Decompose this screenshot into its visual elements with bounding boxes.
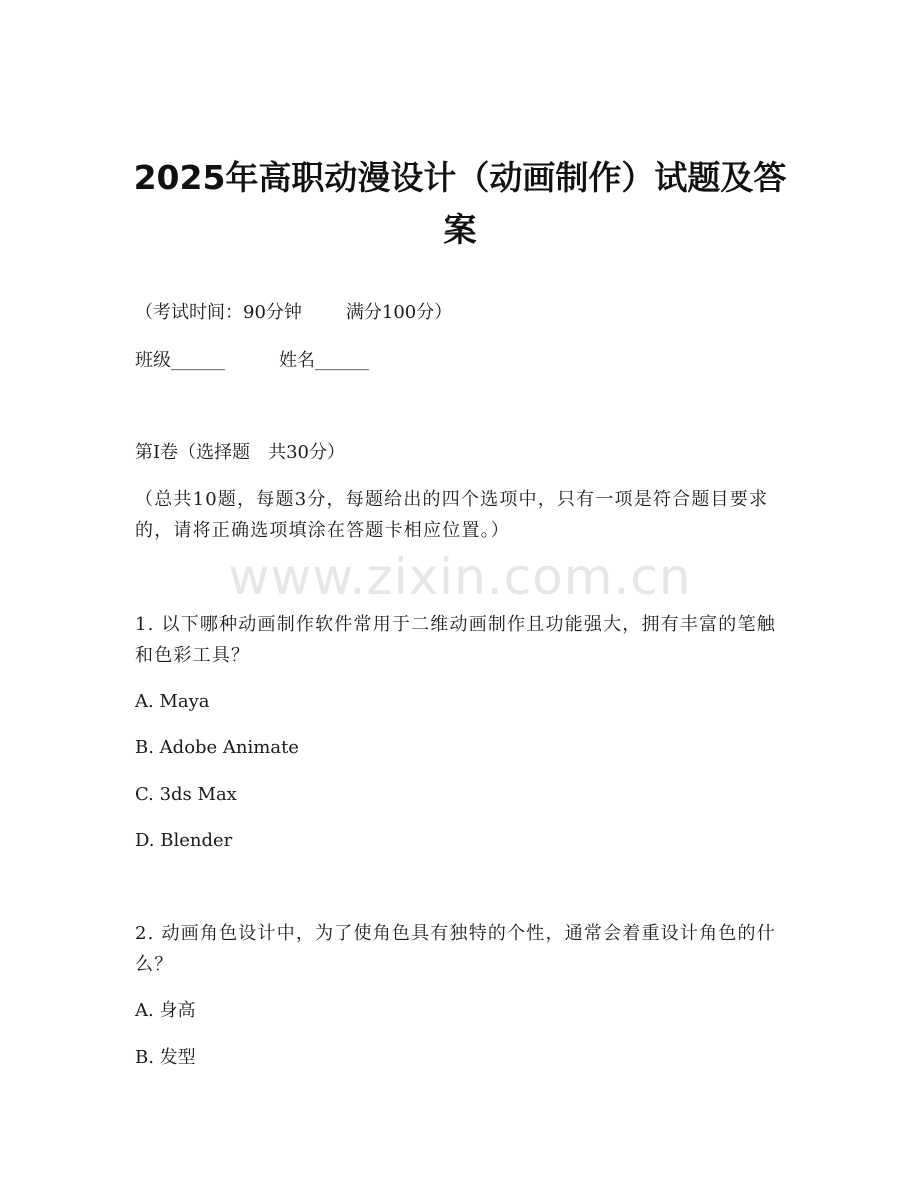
- section-heading: 第I卷（选择题 共30分）: [135, 442, 346, 463]
- section-instructions: （总共10题，每题3分，每题给出的四个选项中，只有一项是符合题目要求的，请将正确选项填涂在答题卡相应位置。）: [135, 489, 769, 541]
- watermark-text: www.zixin.com.cn: [228, 548, 692, 606]
- question-option: A. 身高: [135, 1000, 196, 1021]
- question-option: B. Adobe Animate: [135, 737, 299, 758]
- exam-info-line: [135, 298, 452, 328]
- document-title: 2025年高职动漫设计（动画制作）试题及答案: [133, 158, 787, 249]
- exam-time: （考试时间：90分钟: [135, 302, 302, 323]
- question-option: A. Maya: [135, 691, 210, 712]
- student-info-line: [135, 346, 369, 376]
- question-stem: 2. 动画角色设计中，为了使角色具有独特的个性，通常会着重设计角色的什么？: [135, 923, 776, 975]
- name-field: 姓名______: [279, 350, 369, 371]
- exam-full-score: 满分100分）: [345, 302, 453, 323]
- question-option: D. Blender: [135, 830, 233, 851]
- question-option: C. 3ds Max: [135, 784, 237, 805]
- question-option: B. 发型: [135, 1047, 196, 1068]
- question-stem: 1. 以下哪种动画制作软件常用于二维动画制作且功能强大，拥有丰富的笔触和色彩工具？: [135, 614, 776, 666]
- class-field: 班级______: [135, 350, 225, 371]
